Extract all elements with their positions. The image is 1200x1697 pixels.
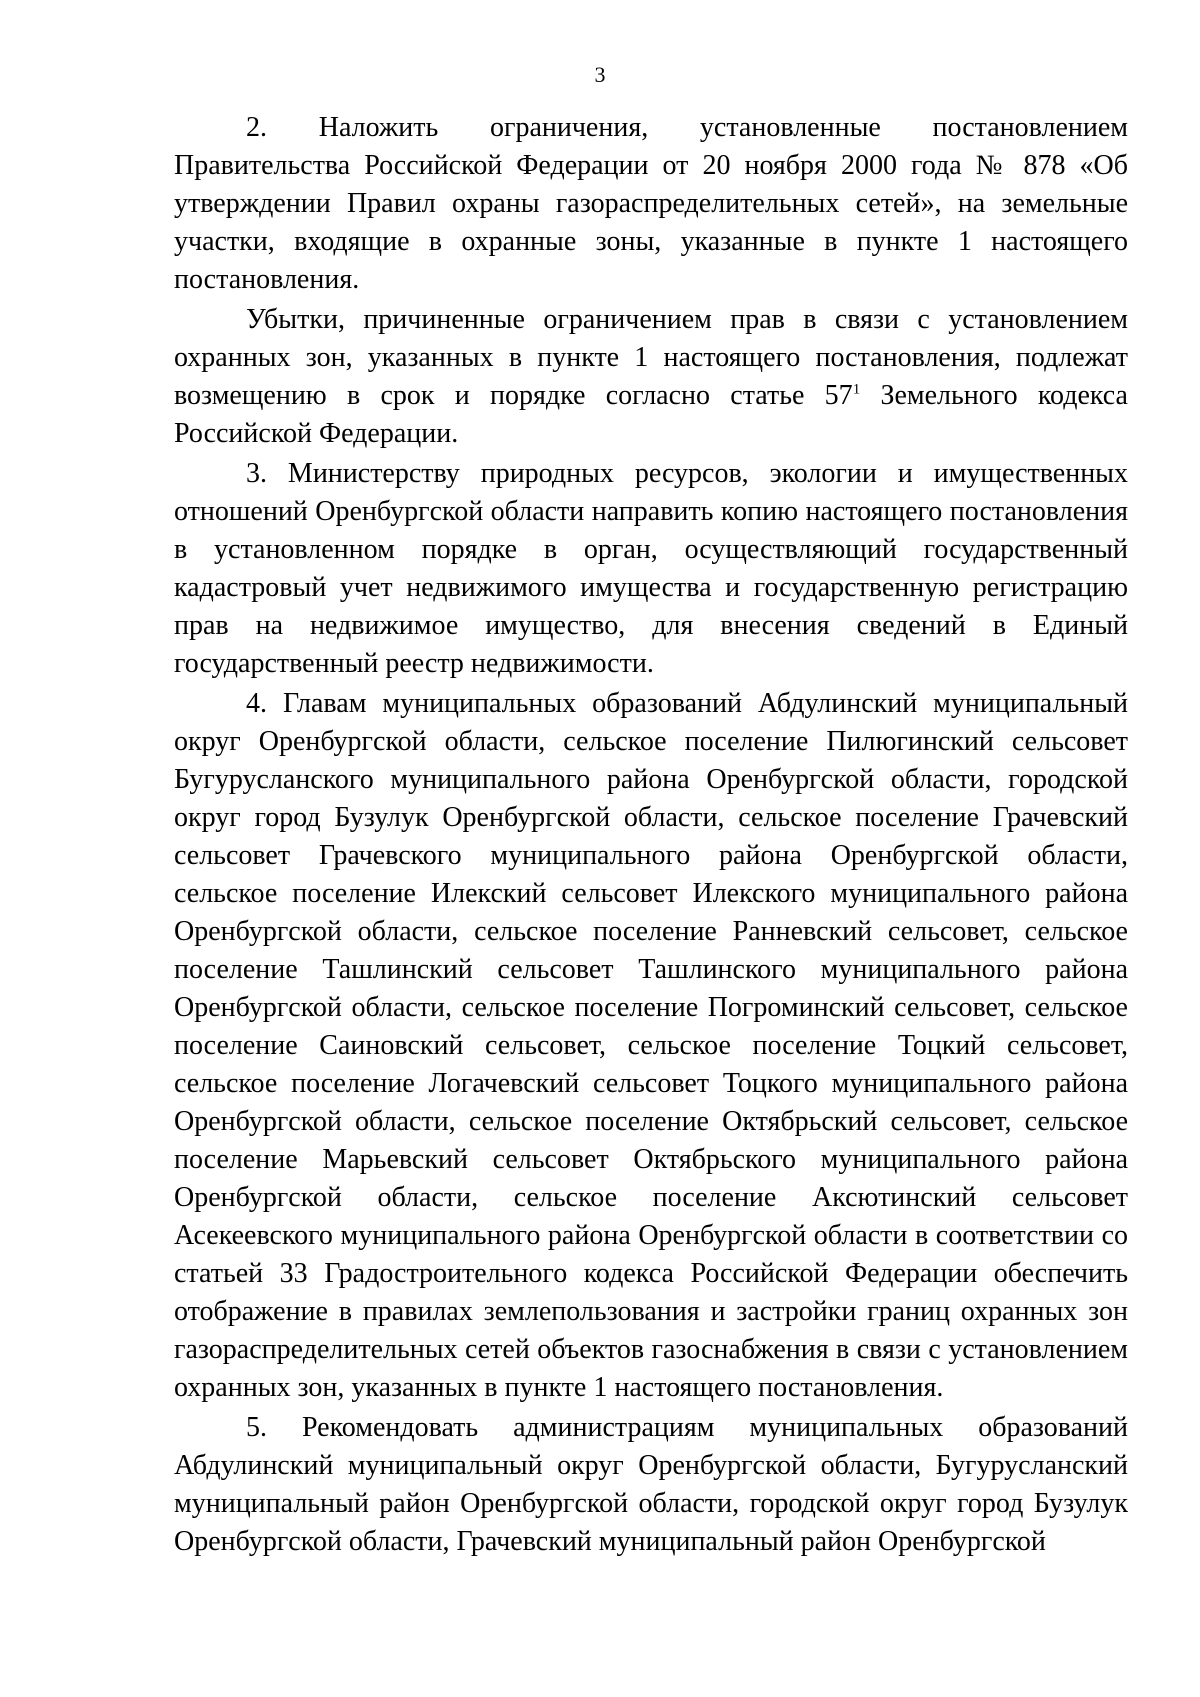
page-number: 3 [594, 62, 606, 87]
paragraph-item-5: 5. Рекомендовать администрациям муниципальных образований Абдулинский муниципальный округ Оренбургской области, Бугурусланский муниципальный район Оренбургской области, городской округ город Бузулук Оренбургской области, Грачевский муниципальный район Оренбургской [174, 1412, 1128, 1557]
paragraph-item-2: 2. Наложить ограничения, установленные постановлением Правительства Российской Федерации от 20 ноября 2000 года № 878 «Об утверждении Правил охраны газораспределительных сетей», на земельные участки, входящие в охранные зоны, указанные в пункте 1 настоящего постановления. [174, 112, 1128, 295]
paragraph-item-3: 3. Министерству природных ресурсов, экологии и имущественных отношений Оренбургской области направить копию настоящего постановления в установленном порядке в орган, осуществляющий государственный кадастровый учет недвижимого имущества и государственную регистрацию прав на недвижимое имущество, для внесения сведений в Единый государственный реестр недвижимости. [174, 458, 1128, 679]
paragraph-item-4: 4. Главам муниципальных образований Абдулинский муниципальный округ Оренбургской области, сельское поселение Пилюгинский сельсовет Бугурусланского муниципального района Оренбургской области, городской округ город Бузулук Оренбургской области, сельское поселение Грачевский сельсовет Грачевского муниципального района Оренбургской области, сельское поселение Илекский сельсовет Илекского муниципального района Оренбургской области, сельское поселение Ранневский сельсовет, сельское поселение Ташлинский сельсовет Ташлинского муниципального района Оренбургской области, сельское поселение Погроминский сельсовет, сельское поселение Саиновский сельсовет, сельское поселение Тоцкий сельсовет, сельское поселение Логачевский сельсовет Тоцкого муниципального района Оренбургской области, сельское поселение Октябрьский сельсовет, сельское поселение Марьевский сельсовет Октябрьского муниципального района Оренбургской области, сельское поселение Аксютинский сельсовет Асекеевского муниципального района Оренбургской области в соответствии со статьей 33 Градостроительного кодекса Российской Федерации обеспечить отображение в правилах землепользования и застройки границ охранных зон газораспределительных сетей объектов газоснабжения в связи с установлением охранных зон, указанных в пункте 1 настоящего постановления. [174, 688, 1128, 1403]
paragraph-damages-text-end: Земельного кодекса Российской Федерации. [174, 380, 1128, 449]
document-body [174, 109, 1128, 1563]
article-superscript: 1 [852, 381, 861, 398]
paragraph-damages-text: Убытки, причиненные ограничением прав в связи с установлением охранных зон, указанных в пункте 1 настоящего постановления, подлежат возмещению в срок и порядке согласно статье 57 [174, 304, 1128, 411]
paragraph-damages [174, 301, 1128, 453]
